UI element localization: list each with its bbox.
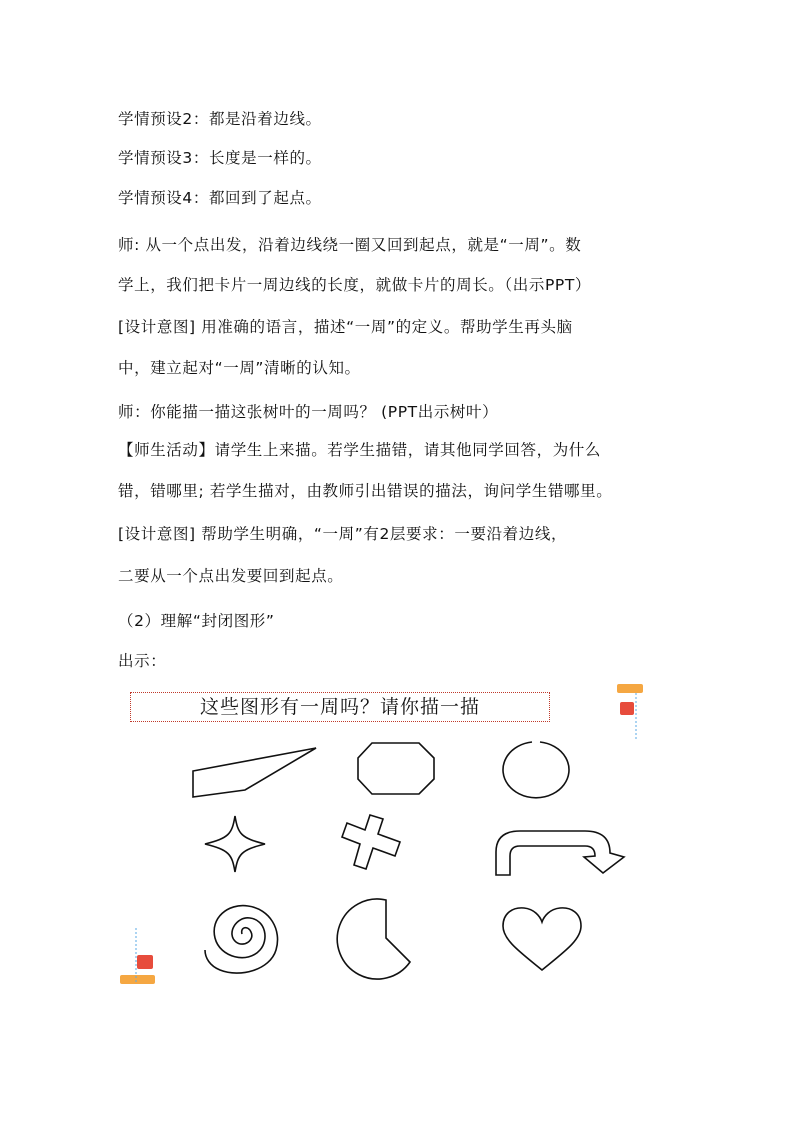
text-line: 学上，我们把卡片一周边线的长度，就做卡片的周长。（出示PPT） [118, 276, 592, 294]
four-point-star-shape [205, 816, 265, 872]
text-line: 出示： [118, 652, 167, 670]
text-line: 师：你能描一描这张树叶的一周吗？ (PPT出示树叶） [118, 403, 499, 421]
text-line: 学情预设4：都回到了起点。 [118, 189, 322, 207]
text-line: 中，建立起对“一周”清晰的认知。 [118, 359, 361, 377]
text-line: 二要从一个点出发要回到起点。 [118, 567, 344, 585]
spiral-shape [205, 906, 278, 973]
text-line: 学情预设3：长度是一样的。 [118, 149, 322, 167]
text-line: 学情预设2：都是沿着边线。 [118, 110, 322, 128]
octagon-shape [358, 743, 434, 794]
marker-orange-top [617, 684, 643, 693]
text-line: [设计意图] 帮助学生明确，“一周”有2层要求：一要沿着边线， [118, 525, 568, 543]
heart-shape [503, 908, 581, 970]
text-line: 【师生活动】请学生上来描。若学生描错，请其他同学回答，为什么 [118, 441, 602, 459]
text-line: （2）理解“封闭图形” [118, 612, 275, 630]
text-line: 师: 从一个点出发，沿着边线绕一圈又回到起点，就是“一周”。数 [118, 236, 582, 254]
circle-with-cut-shape [337, 899, 410, 979]
marker-red-top [620, 702, 634, 715]
parallelogram-shape [193, 748, 316, 797]
arrow-shape [496, 831, 624, 875]
open-circle-shape [503, 742, 569, 798]
figure-banner: 这些图形有一周吗？请你描一描 [130, 692, 550, 722]
text-line: 错，错哪里; 若学生描对，由教师引出错误的描法，询问学生错哪里。 [118, 482, 613, 500]
marker-orange-bottom [120, 975, 155, 984]
marker-red-bottom [137, 955, 153, 969]
text-line: [设计意图] 用准确的语言，描述“一周”的定义。帮助学生再头脑 [118, 318, 573, 336]
cross-shape [342, 815, 400, 869]
